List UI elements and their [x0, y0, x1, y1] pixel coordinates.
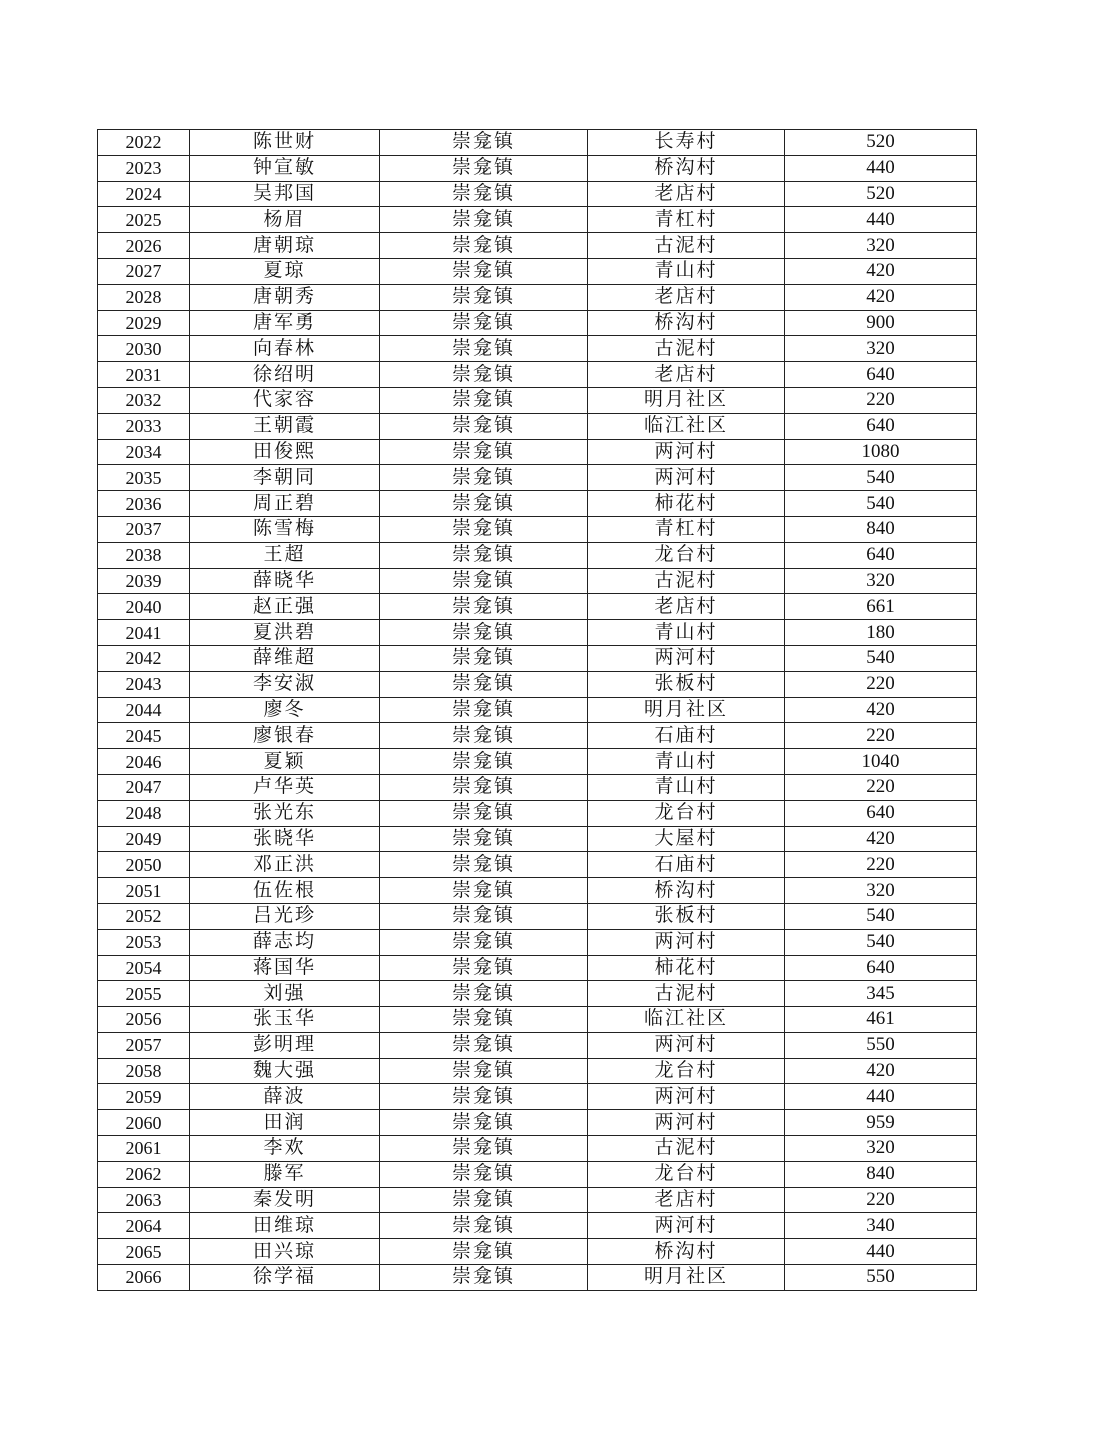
town-cell: 崇龛镇	[380, 207, 588, 233]
roster-table-body	[98, 130, 977, 1291]
table-row	[98, 749, 977, 775]
town-cell: 崇龛镇	[380, 362, 588, 388]
name-cell: 张光东	[190, 800, 380, 826]
village-cell: 龙台村	[588, 1161, 785, 1187]
amount-cell: 640	[785, 955, 977, 981]
amount-cell: 220	[785, 852, 977, 878]
amount-cell: 320	[785, 233, 977, 259]
name-cell: 蒋国华	[190, 955, 380, 981]
table-row	[98, 1265, 977, 1291]
amount-cell: 320	[785, 1136, 977, 1162]
name-cell: 廖银春	[190, 723, 380, 749]
town-cell: 崇龛镇	[380, 181, 588, 207]
village-cell: 老店村	[588, 284, 785, 310]
town-cell: 崇龛镇	[380, 336, 588, 362]
amount-cell: 440	[785, 155, 977, 181]
row-number-cell: 2051	[98, 878, 190, 904]
village-cell: 明月社区	[588, 387, 785, 413]
village-cell: 老店村	[588, 181, 785, 207]
name-cell: 薛志均	[190, 929, 380, 955]
table-row	[98, 955, 977, 981]
table-row	[98, 568, 977, 594]
amount-cell: 420	[785, 258, 977, 284]
name-cell: 唐朝秀	[190, 284, 380, 310]
name-cell: 陈雪梅	[190, 516, 380, 542]
row-number-cell: 2048	[98, 800, 190, 826]
table-row	[98, 620, 977, 646]
row-number-cell: 2059	[98, 1084, 190, 1110]
amount-cell: 345	[785, 981, 977, 1007]
town-cell: 崇龛镇	[380, 671, 588, 697]
table-row	[98, 181, 977, 207]
table-row	[98, 774, 977, 800]
name-cell: 徐绍明	[190, 362, 380, 388]
row-number-cell: 2041	[98, 620, 190, 646]
town-cell: 崇龛镇	[380, 233, 588, 259]
town-cell: 崇龛镇	[380, 981, 588, 1007]
amount-cell: 540	[785, 465, 977, 491]
town-cell: 崇龛镇	[380, 1213, 588, 1239]
row-number-cell: 2052	[98, 903, 190, 929]
amount-cell: 220	[785, 671, 977, 697]
village-cell: 青山村	[588, 258, 785, 284]
town-cell: 崇龛镇	[380, 1239, 588, 1265]
amount-cell: 420	[785, 697, 977, 723]
table-row	[98, 207, 977, 233]
town-cell: 崇龛镇	[380, 516, 588, 542]
name-cell: 唐军勇	[190, 310, 380, 336]
amount-cell: 220	[785, 774, 977, 800]
town-cell: 崇龛镇	[380, 1136, 588, 1162]
name-cell: 李朝同	[190, 465, 380, 491]
table-row	[98, 413, 977, 439]
town-cell: 崇龛镇	[380, 258, 588, 284]
row-number-cell: 2065	[98, 1239, 190, 1265]
row-number-cell: 2055	[98, 981, 190, 1007]
town-cell: 崇龛镇	[380, 1161, 588, 1187]
name-cell: 代家容	[190, 387, 380, 413]
name-cell: 唐朝琼	[190, 233, 380, 259]
village-cell: 古泥村	[588, 336, 785, 362]
table-row	[98, 697, 977, 723]
row-number-cell: 2060	[98, 1110, 190, 1136]
name-cell: 田兴琼	[190, 1239, 380, 1265]
town-cell: 崇龛镇	[380, 310, 588, 336]
town-cell: 崇龛镇	[380, 1110, 588, 1136]
row-number-cell: 2063	[98, 1187, 190, 1213]
row-number-cell: 2032	[98, 387, 190, 413]
village-cell: 桥沟村	[588, 155, 785, 181]
amount-cell: 420	[785, 1058, 977, 1084]
town-cell: 崇龛镇	[380, 1058, 588, 1084]
table-row	[98, 1084, 977, 1110]
village-cell: 龙台村	[588, 542, 785, 568]
amount-cell: 420	[785, 826, 977, 852]
town-cell: 崇龛镇	[380, 155, 588, 181]
village-cell: 桥沟村	[588, 1239, 785, 1265]
row-number-cell: 2066	[98, 1265, 190, 1291]
town-cell: 崇龛镇	[380, 1265, 588, 1291]
row-number-cell: 2036	[98, 491, 190, 517]
village-cell: 柿花村	[588, 491, 785, 517]
row-number-cell: 2056	[98, 1007, 190, 1033]
village-cell: 龙台村	[588, 800, 785, 826]
village-cell: 柿花村	[588, 955, 785, 981]
village-cell: 张板村	[588, 903, 785, 929]
amount-cell: 540	[785, 491, 977, 517]
village-cell: 青杠村	[588, 516, 785, 542]
table-row	[98, 258, 977, 284]
table-row	[98, 878, 977, 904]
town-cell: 崇龛镇	[380, 594, 588, 620]
row-number-cell: 2045	[98, 723, 190, 749]
table-row	[98, 800, 977, 826]
name-cell: 夏洪碧	[190, 620, 380, 646]
town-cell: 崇龛镇	[380, 130, 588, 156]
amount-cell: 1080	[785, 439, 977, 465]
village-cell: 明月社区	[588, 1265, 785, 1291]
amount-cell: 840	[785, 1161, 977, 1187]
table-row	[98, 1058, 977, 1084]
amount-cell: 420	[785, 284, 977, 310]
town-cell: 崇龛镇	[380, 1187, 588, 1213]
table-row	[98, 387, 977, 413]
row-number-cell: 2047	[98, 774, 190, 800]
town-cell: 崇龛镇	[380, 697, 588, 723]
table-row	[98, 594, 977, 620]
row-number-cell: 2064	[98, 1213, 190, 1239]
table-row	[98, 233, 977, 259]
amount-cell: 550	[785, 1032, 977, 1058]
name-cell: 王超	[190, 542, 380, 568]
town-cell: 崇龛镇	[380, 1032, 588, 1058]
row-number-cell: 2046	[98, 749, 190, 775]
town-cell: 崇龛镇	[380, 800, 588, 826]
table-row	[98, 336, 977, 362]
amount-cell: 1040	[785, 749, 977, 775]
village-cell: 青山村	[588, 749, 785, 775]
village-cell: 古泥村	[588, 233, 785, 259]
row-number-cell: 2026	[98, 233, 190, 259]
village-cell: 古泥村	[588, 1136, 785, 1162]
town-cell: 崇龛镇	[380, 542, 588, 568]
town-cell: 崇龛镇	[380, 929, 588, 955]
name-cell: 彭明理	[190, 1032, 380, 1058]
table-row	[98, 439, 977, 465]
table-row	[98, 1161, 977, 1187]
row-number-cell: 2044	[98, 697, 190, 723]
town-cell: 崇龛镇	[380, 620, 588, 646]
town-cell: 崇龛镇	[380, 439, 588, 465]
name-cell: 田润	[190, 1110, 380, 1136]
name-cell: 吕光珍	[190, 903, 380, 929]
town-cell: 崇龛镇	[380, 826, 588, 852]
village-cell: 桥沟村	[588, 878, 785, 904]
name-cell: 刘强	[190, 981, 380, 1007]
town-cell: 崇龛镇	[380, 749, 588, 775]
village-cell: 两河村	[588, 1084, 785, 1110]
table-row	[98, 903, 977, 929]
name-cell: 陈世财	[190, 130, 380, 156]
row-number-cell: 2061	[98, 1136, 190, 1162]
amount-cell: 461	[785, 1007, 977, 1033]
town-cell: 崇龛镇	[380, 723, 588, 749]
name-cell: 杨眉	[190, 207, 380, 233]
amount-cell: 540	[785, 645, 977, 671]
name-cell: 张晓华	[190, 826, 380, 852]
table-row	[98, 929, 977, 955]
village-cell: 老店村	[588, 1187, 785, 1213]
row-number-cell: 2023	[98, 155, 190, 181]
table-row	[98, 981, 977, 1007]
town-cell: 崇龛镇	[380, 1084, 588, 1110]
village-cell: 张板村	[588, 671, 785, 697]
name-cell: 魏大强	[190, 1058, 380, 1084]
row-number-cell: 2031	[98, 362, 190, 388]
row-number-cell: 2037	[98, 516, 190, 542]
row-number-cell: 2057	[98, 1032, 190, 1058]
roster-table	[97, 129, 977, 1291]
row-number-cell: 2024	[98, 181, 190, 207]
amount-cell: 180	[785, 620, 977, 646]
village-cell: 临江社区	[588, 1007, 785, 1033]
amount-cell: 640	[785, 413, 977, 439]
name-cell: 李欢	[190, 1136, 380, 1162]
name-cell: 田俊熙	[190, 439, 380, 465]
name-cell: 王朝霞	[190, 413, 380, 439]
town-cell: 崇龛镇	[380, 955, 588, 981]
table-row	[98, 645, 977, 671]
town-cell: 崇龛镇	[380, 413, 588, 439]
row-number-cell: 2054	[98, 955, 190, 981]
village-cell: 两河村	[588, 1213, 785, 1239]
amount-cell: 959	[785, 1110, 977, 1136]
town-cell: 崇龛镇	[380, 568, 588, 594]
name-cell: 李安淑	[190, 671, 380, 697]
row-number-cell: 2058	[98, 1058, 190, 1084]
village-cell: 两河村	[588, 645, 785, 671]
table-row	[98, 723, 977, 749]
village-cell: 临江社区	[588, 413, 785, 439]
amount-cell: 340	[785, 1213, 977, 1239]
row-number-cell: 2050	[98, 852, 190, 878]
village-cell: 老店村	[588, 362, 785, 388]
table-row	[98, 852, 977, 878]
row-number-cell: 2030	[98, 336, 190, 362]
name-cell: 吴邦国	[190, 181, 380, 207]
name-cell: 薛维超	[190, 645, 380, 671]
village-cell: 明月社区	[588, 697, 785, 723]
town-cell: 崇龛镇	[380, 903, 588, 929]
table-row	[98, 1136, 977, 1162]
row-number-cell: 2035	[98, 465, 190, 491]
village-cell: 长寿村	[588, 130, 785, 156]
village-cell: 青杠村	[588, 207, 785, 233]
village-cell: 大屋村	[588, 826, 785, 852]
table-row	[98, 491, 977, 517]
village-cell: 石庙村	[588, 852, 785, 878]
village-cell: 两河村	[588, 1110, 785, 1136]
town-cell: 崇龛镇	[380, 284, 588, 310]
amount-cell: 440	[785, 1239, 977, 1265]
town-cell: 崇龛镇	[380, 645, 588, 671]
amount-cell: 840	[785, 516, 977, 542]
name-cell: 廖冬	[190, 697, 380, 723]
row-number-cell: 2029	[98, 310, 190, 336]
name-cell: 夏颖	[190, 749, 380, 775]
town-cell: 崇龛镇	[380, 387, 588, 413]
amount-cell: 320	[785, 878, 977, 904]
village-cell: 龙台村	[588, 1058, 785, 1084]
table-row	[98, 1239, 977, 1265]
table-row	[98, 1187, 977, 1213]
amount-cell: 640	[785, 362, 977, 388]
village-cell: 古泥村	[588, 981, 785, 1007]
amount-cell: 520	[785, 130, 977, 156]
table-row	[98, 465, 977, 491]
amount-cell: 640	[785, 542, 977, 568]
row-number-cell: 2049	[98, 826, 190, 852]
table-row	[98, 362, 977, 388]
amount-cell: 220	[785, 1187, 977, 1213]
table-row	[98, 130, 977, 156]
row-number-cell: 2034	[98, 439, 190, 465]
row-number-cell: 2040	[98, 594, 190, 620]
village-cell: 石庙村	[588, 723, 785, 749]
town-cell: 崇龛镇	[380, 1007, 588, 1033]
amount-cell: 540	[785, 903, 977, 929]
village-cell: 古泥村	[588, 568, 785, 594]
village-cell: 青山村	[588, 620, 785, 646]
name-cell: 张玉华	[190, 1007, 380, 1033]
row-number-cell: 2038	[98, 542, 190, 568]
table-row	[98, 284, 977, 310]
row-number-cell: 2033	[98, 413, 190, 439]
village-cell: 老店村	[588, 594, 785, 620]
amount-cell: 440	[785, 207, 977, 233]
name-cell: 向春林	[190, 336, 380, 362]
row-number-cell: 2062	[98, 1161, 190, 1187]
village-cell: 两河村	[588, 465, 785, 491]
amount-cell: 220	[785, 723, 977, 749]
row-number-cell: 2028	[98, 284, 190, 310]
amount-cell: 440	[785, 1084, 977, 1110]
row-number-cell: 2053	[98, 929, 190, 955]
village-cell: 青山村	[588, 774, 785, 800]
row-number-cell: 2042	[98, 645, 190, 671]
row-number-cell: 2027	[98, 258, 190, 284]
town-cell: 崇龛镇	[380, 852, 588, 878]
village-cell: 两河村	[588, 1032, 785, 1058]
row-number-cell: 2022	[98, 130, 190, 156]
name-cell: 夏琼	[190, 258, 380, 284]
table-row	[98, 1213, 977, 1239]
village-cell: 两河村	[588, 439, 785, 465]
amount-cell: 540	[785, 929, 977, 955]
name-cell: 秦发明	[190, 1187, 380, 1213]
name-cell: 薛波	[190, 1084, 380, 1110]
name-cell: 邓正洪	[190, 852, 380, 878]
town-cell: 崇龛镇	[380, 878, 588, 904]
table-row	[98, 310, 977, 336]
table-row	[98, 1007, 977, 1033]
table-row	[98, 1032, 977, 1058]
amount-cell: 220	[785, 387, 977, 413]
row-number-cell: 2025	[98, 207, 190, 233]
amount-cell: 640	[785, 800, 977, 826]
amount-cell: 520	[785, 181, 977, 207]
table-row	[98, 155, 977, 181]
row-number-cell: 2039	[98, 568, 190, 594]
name-cell: 钟宣敏	[190, 155, 380, 181]
table-row	[98, 826, 977, 852]
name-cell: 薛晓华	[190, 568, 380, 594]
village-cell: 两河村	[588, 929, 785, 955]
name-cell: 田维琼	[190, 1213, 380, 1239]
table-row	[98, 542, 977, 568]
name-cell: 赵正强	[190, 594, 380, 620]
name-cell: 卢华英	[190, 774, 380, 800]
row-number-cell: 2043	[98, 671, 190, 697]
town-cell: 崇龛镇	[380, 465, 588, 491]
table-row	[98, 1110, 977, 1136]
table-row	[98, 671, 977, 697]
amount-cell: 900	[785, 310, 977, 336]
village-cell: 桥沟村	[588, 310, 785, 336]
table-row	[98, 516, 977, 542]
name-cell: 伍佐根	[190, 878, 380, 904]
amount-cell: 661	[785, 594, 977, 620]
town-cell: 崇龛镇	[380, 774, 588, 800]
amount-cell: 320	[785, 568, 977, 594]
town-cell: 崇龛镇	[380, 491, 588, 517]
name-cell: 徐学福	[190, 1265, 380, 1291]
name-cell: 周正碧	[190, 491, 380, 517]
name-cell: 滕军	[190, 1161, 380, 1187]
amount-cell: 320	[785, 336, 977, 362]
amount-cell: 550	[785, 1265, 977, 1291]
